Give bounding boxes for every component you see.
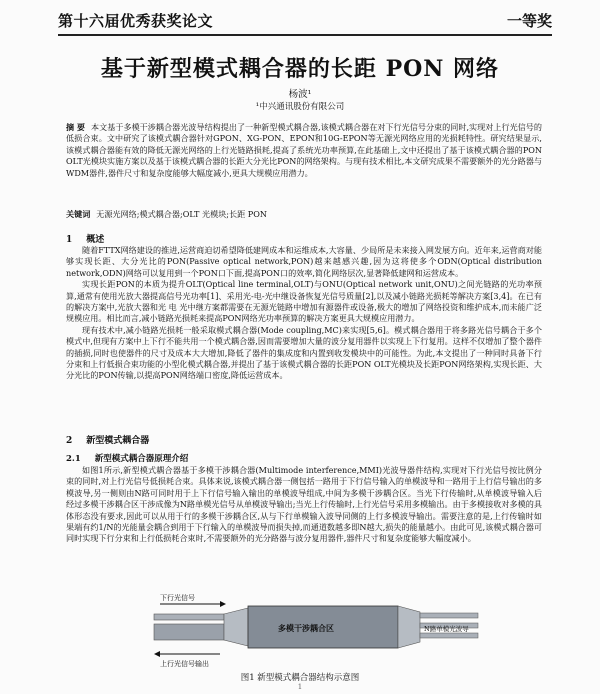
section1-paragraph: 随着FTTX网络建设的推进,运营商迫切希望降低建网成本和运维成本,大容量、少局所是未来接入网发展方向。近年来,运营商对能够实现长距、大分光比的PON(Passive optical network,PON)越来越感兴趣,因为这将使多个ODN(Optical distribution network,ODN)网络可以复用到一个PON口下面,提高PON口的效率,简化网络层次,显著降低建网和运营成本。: [66, 245, 542, 278]
section21-heading: [66, 452, 188, 464]
section1-body: [66, 245, 542, 382]
abstract: [66, 122, 542, 179]
keywords-text: 无源光网络;模式耦合器;OLT 光模块;长距 PON: [96, 209, 267, 219]
header-left: 第十六届优秀获奖论文: [58, 12, 214, 30]
section21-body: [66, 465, 542, 545]
figure-label-up: 上行光信号输出: [160, 660, 209, 668]
author: 杨波¹: [288, 89, 312, 100]
page-number: 1: [297, 683, 303, 691]
keywords: [66, 209, 542, 220]
abstract-label: 摘 要: [66, 122, 86, 132]
output-waveguide-3: [420, 633, 478, 638]
multimode-output-waveguide: [154, 624, 224, 640]
taper-left: [224, 608, 248, 646]
section1-number: 1: [66, 235, 73, 245]
figure-mmi-structure: [150, 588, 480, 678]
paper-title: 基于新型模式耦合器的长距 PON 网络: [100, 56, 500, 82]
section21-title: 新型模式耦合器原理介绍: [94, 454, 189, 464]
figure-caption: 图1 新型模式耦合器结构示意图: [240, 673, 360, 683]
abstract-text: 本文基于多模干涉耦合器光波导结构提出了一种新型模式耦合器,该模式耦合器在对下行光信号分束的同时,实现对上行光信号的低损合束。文中研究了该模式耦合器针对GPON、XG-PON、EPON和10G-EPON等无源光网络应用的光损耗特性。研究结果显示,该模式耦合器能有效的降低无源光网络的上行光链路损耗,提高了系统光功率预算,在此基础上,文中还提出了基于该模式耦合器的PON OLT光模块实施方案以及基于该模式耦合器的长距大分光比PON的网络架构。与现有技术相比,本文研究成果不需要额外的光分路器与WDM器件,器件尺寸和复杂度能够大幅度减小,更具大规模应用潜力。: [66, 122, 542, 178]
affiliation: ¹中兴通讯股份有限公司: [255, 102, 345, 112]
downstream-arrowhead: [220, 601, 226, 607]
section2-title: 新型模式耦合器: [86, 436, 150, 446]
section21-paragraph: 如图1所示,新型模式耦合器基于多模干涉耦合器(Multimode interference,MMI)光波导器件结构,实现对下行光信号按比例分束的同时,对上行光信号低损耗合束。具体来说,该模式耦合器一侧包括一路用于下行信号输入的单模波导和一路用于上行信号输出的多模波导,另一侧则由N路可同时用于上下行信号输入输出的单模波导组成,中间为多模干涉耦合区。当光下行传输时,从单模波导输入后经过多模干涉耦合区干涉成像为N路单模光信号从单模波导输出;当光上行传输时,上行光信号采用多模输出。由于多模接收对多模的具体形态没有要求,因此可以从用于行的多模干涉耦合区,从与下行单模输入波导同侧的上行多模波导输出。需要注意的是,上行传输时如果端有约1/N的光能量会耦合到用于下行输入的单模波导而损失掉,而通道数越多即N越大,损失的能量越小。由此可见,该模式耦合器可同时实现下行分束和上行低损耗合束时,不需要额外的光分路器与波分复用器件,器件尺寸和复杂度能够大幅度减小。: [66, 465, 542, 544]
keywords-label: 关键词: [66, 209, 91, 219]
section1-heading: [66, 232, 104, 245]
output-waveguide-1: [420, 613, 478, 618]
section21-number: 2.1: [66, 454, 81, 464]
header-right: 一等奖: [506, 12, 552, 30]
figure-label-down: 下行光信号: [160, 594, 195, 602]
page-header: [58, 8, 552, 36]
section1-paragraph: 实现长距PON的本质为提升OLT(Optical line terminal,OLT)与ONU(Optical network unit,ONU)之间光链路的光功率预算,通常有使用光放大器提高信号光功率[1]、采用光-电-光中继设备恢复光信号质量[2],以及减小链路光损耗等解决方案[3,4]。在已有的解决方案中,光放大器和光 电 光中继方案都需要在无源光链路中增加有源器件或设备,极大的增加了网络投资和维护成本,而未能广泛规模应用。相比而言,减小链路光损耗来提高PON网络光功率预算的解决方案更具大规模应用潜力。: [66, 279, 542, 324]
figure-label-center: 多模干涉耦合区: [278, 623, 334, 633]
figure-label-right: N路单模光波导: [424, 625, 469, 633]
section2-heading: [66, 433, 149, 446]
section1-paragraph: 现有技术中,减小链路光损耗一般采取模式耦合器(Mode coupling,MC)来实现[5,6]。模式耦合器用于将多路光信号耦合于多个模式中,但现有方案中上下行不能共用一个模式耦合器,因而需要增加大量的波分复用器件以实现上下行复用。这样不仅增加了整个器件的插损,同时也使器件的尺寸及成本大大增加,降低了器件的集成度和内置到收发模块中的可能性。为此,本文提出了一种同时具备下行分束和上行低损合束功能的小型化模式耦合器,并提出了基于该模式耦合器的长距PON OLT光模块及长距PON网络架构,实现长距、大分光比的PON传输,以提高PON网络端口密度,降低运营成本。: [66, 324, 542, 381]
upstream-arrowhead: [154, 651, 160, 657]
section1-title: 概述: [86, 235, 105, 245]
taper-right: [398, 606, 420, 648]
section2-number: 2: [66, 436, 73, 446]
input-waveguide: [154, 614, 224, 620]
